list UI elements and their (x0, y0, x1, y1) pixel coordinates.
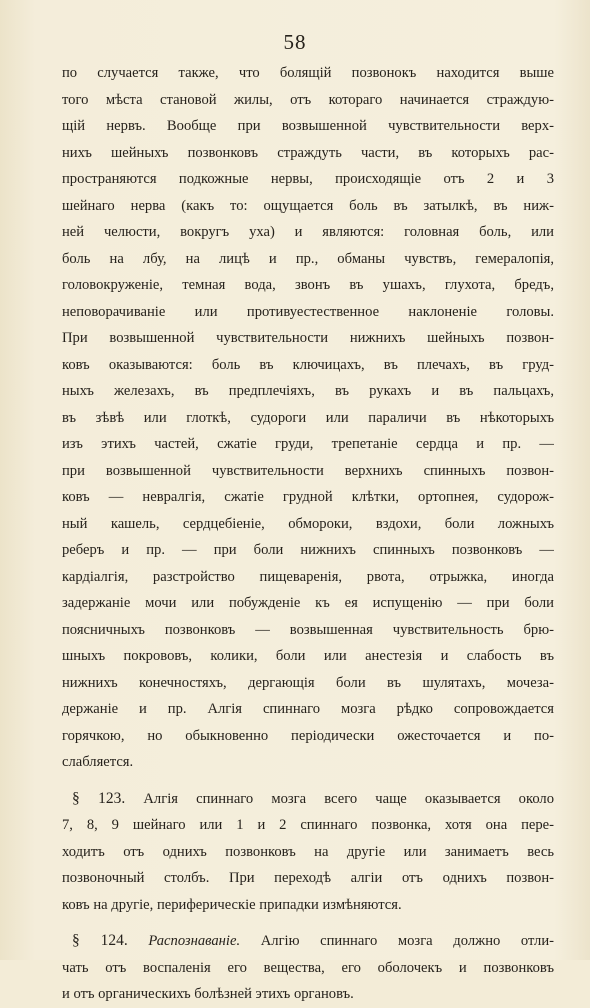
text-line: при возвышенной чувствительности верхнихъ спинныхъ позвон- (62, 462, 554, 479)
text-line: по случается также, что болящій позвонокъ находится выше (62, 65, 554, 81)
text-line: нижнихъ конечностяхъ, дергающія боли въ шулятахъ, мочеза- (62, 674, 554, 691)
section-124-first-line-text: Алгію спиннаго мозга должно отли- (260, 933, 554, 949)
text-line: При возвышенной чувствительности нижнихъ шейныхъ позвон- (62, 330, 554, 346)
text-line: ныхъ железахъ, въ предплечіяхъ, въ рукахъ и въ пальцахъ, (62, 383, 554, 399)
text-line: кардіалгія, разстройство пищеваренія, рвота, отрыжка, иногда (62, 568, 554, 585)
text-line: реберъ и пр. — при боли нижнихъ спинныхъ позвонковъ — (62, 542, 554, 558)
text-line: ковъ на другіе, периферическіе припадки измѣняются. (62, 896, 402, 913)
section-124-first-line (62, 928, 554, 955)
text-line: изъ этихъ частей, сжатіе груди, трепетаніе сердца и пр. — (62, 436, 554, 452)
paragraph-gap (62, 776, 554, 786)
text-line: щій нервъ. Вообще при возвышенной чувствительности верх- (62, 118, 554, 134)
text-line: горячкою, но обыкновенно періодически ожесточается и по- (62, 727, 554, 744)
text-line: ходитъ отъ однихъ позвонковъ на другіе или занимаетъ весь (62, 843, 554, 860)
text-line: неповорачиваніе или противуестественное наклоненіе головы. (62, 303, 554, 320)
text-line: ковъ оказываются: боль въ ключицахъ, въ плечахъ, въ груд- (62, 356, 554, 373)
section-124 (62, 928, 554, 1008)
section-123-first-line (62, 786, 554, 813)
section-124-lines (62, 955, 554, 1008)
section-123-first-line-text: Алгія спиннаго мозга всего чаще оказывается около (143, 790, 554, 807)
text-line: задержаніе мочи или побужденіе къ ея испущенію — при боли (62, 595, 554, 611)
section-124-label: § 124. (72, 932, 128, 949)
text-line: головокруженіе, темная вода, звонъ въ ушахъ, глухота, бредъ, (62, 277, 554, 293)
text-line: и отъ органическихъ болѣзней этихъ органовъ. (62, 986, 354, 1002)
text-line: шныхъ покрововъ, колики, боли или анестезія и слабость въ (62, 648, 554, 664)
section-123 (62, 786, 554, 919)
text-line: 7, 8, 9 шейнаго или 1 и 2 спиннаго позвонка, хотя она пере- (62, 817, 554, 833)
text-line: ный кашель, сердцебіеніе, обмороки, вздохи, боли ложныхъ (62, 515, 554, 532)
text-line: пространяются подкожные нервы, происходящіе отъ 2 и 3 (62, 171, 554, 187)
text-line: позвоночный столбъ. При переходѣ алгіи отъ однихъ позвон- (62, 870, 554, 886)
text-line: въ зѣвѣ или глоткѣ, судороги или параличи въ нѣкоторыхъ (62, 409, 554, 426)
body-text (62, 60, 554, 1008)
section-124-title: Распознаваніе. (148, 933, 241, 949)
section-123-label: § 123. (72, 789, 126, 807)
section-123-lines (62, 812, 554, 918)
text-line: поясничныхъ позвонковъ — возвышенная чувствительность брю- (62, 621, 554, 638)
text-line: нихъ шейныхъ позвонковъ страждуть части, въ которыхъ рас- (62, 144, 554, 161)
text-line: ней челюсти, вокругъ уха) и являются: головная боль, или (62, 224, 554, 240)
text-line: чать отъ воспаленія его вещества, его оболочекъ и позвонковъ (62, 959, 554, 976)
text-line: того мѣста становой жилы, отъ котораго начинается страждую- (62, 91, 554, 108)
text-line: боль на лбу, на лицѣ и пр., обманы чувствъ, гемералопія, (62, 250, 554, 267)
text-line: слабляется. (62, 754, 134, 770)
paragraph-gap (62, 918, 554, 928)
page-number: 58 (283, 30, 307, 54)
paragraph-continuation (62, 60, 554, 776)
text-line: шейнаго нерва (какъ то: ощущается боль въ затылкѣ, въ ниж- (62, 197, 554, 214)
text-line: ковъ — невралгія, сжатіе грудной клѣтки, ортопнея, судорож- (62, 489, 554, 505)
text-line: держаніе и пр. Алгія спиннаго мозга рѣдко сопровождается (62, 701, 554, 717)
